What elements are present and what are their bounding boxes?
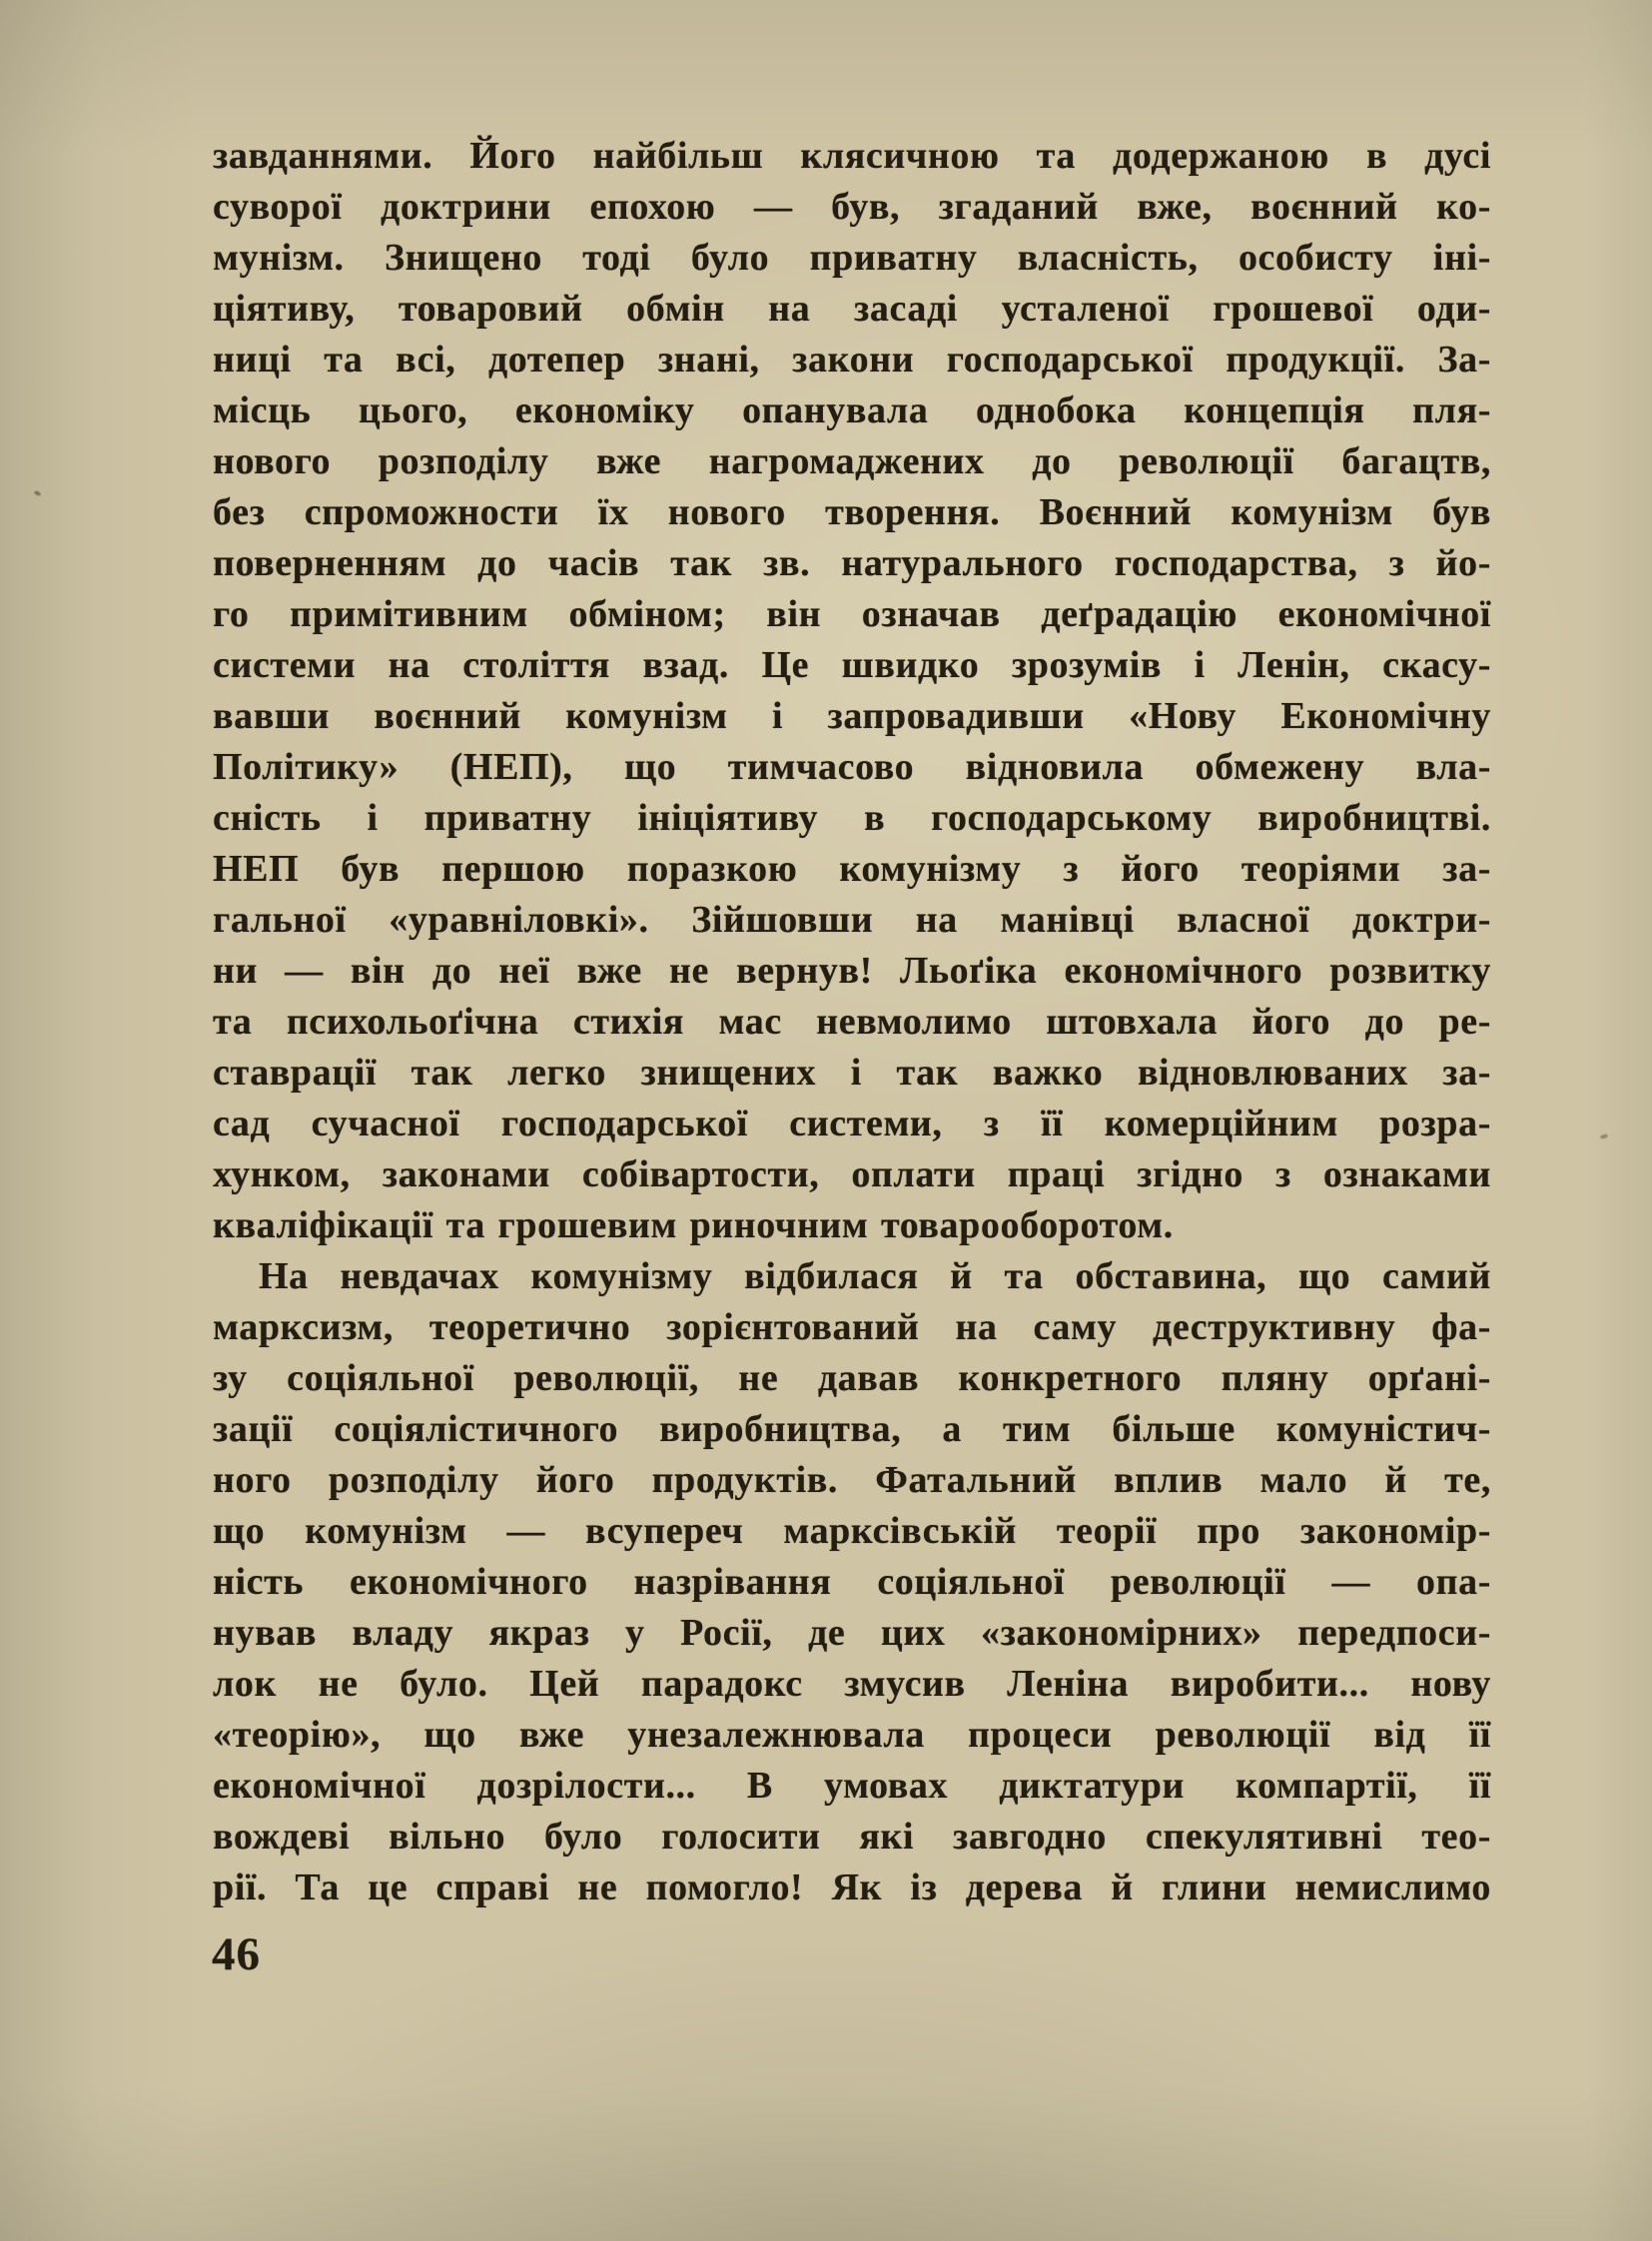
text-line-33: економічної дозрілости... В умовах диктатури компартії, її (213, 1765, 1491, 1807)
paper-speck (33, 490, 41, 497)
text-line-2: суворої доктрини епохою — був, згаданий вже, воєнний ко- (213, 186, 1491, 228)
text-line-12: вавши воєнний комунізм і запровадивши «Нову Економічну (213, 695, 1491, 737)
text-line-7: нового розподілу вже нагромаджених до революції багацтв, (213, 440, 1491, 482)
text-line-27: ного розподілу його продуктів. Фатальний вплив мало й те, (213, 1459, 1491, 1501)
text-line-6: місць цього, економіку опанувала однобока концепція пля- (213, 389, 1491, 431)
text-line-30: нував владу якраз у Росії, де цих «закономірних» передпоси- (213, 1612, 1491, 1654)
text-line-10: го примітивним обміном; він означав деґрадацію економічної (213, 593, 1491, 635)
text-line-25: зу соціяльної революції, не давав конкретного пляну орґані- (213, 1357, 1491, 1399)
text-line-31: лок не було. Цей парадокс змусив Леніна виробити... нову (213, 1663, 1491, 1705)
text-line-5: ниці та всі, дотепер знані, закони господарської продукції. За- (213, 339, 1491, 380)
text-line-23: На невдачах комунізму відбилася й та обставина, що самий (259, 1255, 1491, 1297)
text-line-3: мунізм. Знищено тоді було приватну власність, особисту іні- (213, 237, 1491, 279)
text-line-32: «теорію», що вже унезалежнювала процеси революції від її (213, 1714, 1491, 1756)
text-line-9: поверненням до часів так зв. натурального господарства, з йо- (213, 542, 1491, 584)
text-line-24: марксизм, теоретично зорієнтований на саму деструктивну фа- (213, 1306, 1491, 1348)
text-line-22: кваліфікації та грошевим риночним товарооборотом. (213, 1204, 1174, 1246)
text-line-34: вождеві вільно було голосити які завгодно спекулятивні тео- (213, 1816, 1491, 1858)
text-line-16: гальної «уравніловкі». Зійшовши на манівці власної доктри- (213, 899, 1491, 941)
text-line-35: рії. Та це справі не помогло! Як із дерева й глини немислимо (213, 1867, 1491, 1908)
page-number: 46 (212, 1928, 261, 1980)
body-text (213, 131, 1491, 1913)
text-line-8: без спроможности їх нового творення. Воєнний комунізм був (213, 491, 1491, 533)
text-line-4: ціятиву, товаровий обмін на засаді усталеної грошевої оди- (213, 288, 1491, 330)
text-line-11: системи на століття взад. Це швидко зрозумів і Ленін, скасу- (213, 644, 1491, 686)
text-line-28: що комунізм — всупереч марксівській теорії про закономір- (213, 1510, 1491, 1552)
text-line-20: сад сучасної господарської системи, з її комерційним розра- (213, 1103, 1491, 1144)
paper-speck (1600, 1133, 1609, 1139)
text-line-21: хунком, законами собівартости, оплати праці згідно з ознаками (213, 1153, 1491, 1195)
text-line-19: ставрації так легко знищених і так важко відновлюваних за- (213, 1052, 1491, 1094)
text-line-26: зації соціялістичного виробництва, а тим більше комуністич- (213, 1408, 1491, 1450)
text-line-15: НЕП був першою поразкою комунізму з його теоріями за- (213, 848, 1491, 890)
text-line-13: Політику» (НЕП), що тимчасово відновила обмежену вла- (213, 746, 1491, 788)
text-line-17: ни — він до неї вже не вернув! Льоґіка економічного розвитку (213, 950, 1491, 992)
text-line-1: завданнями. Його найбільш клясичною та додержаною в дусі (213, 135, 1491, 177)
text-line-14: сність і приватну ініціятиву в господарському виробництві. (213, 797, 1491, 839)
text-line-18: та психольоґічна стихія мас невмолимо штовхала його до ре- (213, 1001, 1491, 1043)
text-line-29: ність економічного назрівання соціяльної революції — опа- (213, 1561, 1491, 1603)
